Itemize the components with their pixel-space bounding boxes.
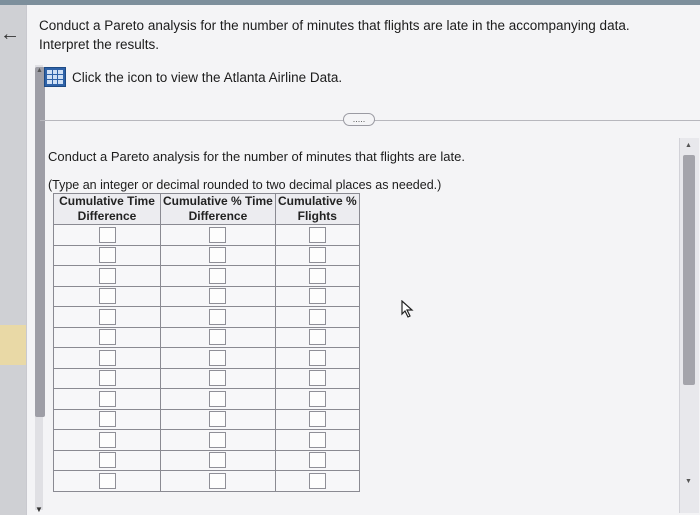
table-row <box>54 307 360 328</box>
table-cell <box>161 245 276 266</box>
table-row <box>54 286 360 307</box>
table-cell <box>161 348 276 369</box>
answer-input[interactable] <box>309 391 326 407</box>
answer-input[interactable] <box>209 268 226 284</box>
table-cell <box>161 266 276 287</box>
table-cell <box>54 327 161 348</box>
table-cell <box>54 389 161 410</box>
answer-input[interactable] <box>99 288 116 304</box>
answer-input[interactable] <box>99 452 116 468</box>
answer-input[interactable] <box>309 473 326 489</box>
table-row <box>54 348 360 369</box>
answer-input[interactable] <box>309 227 326 243</box>
side-highlight <box>0 325 26 365</box>
column-header: Cumulative % Flights <box>275 194 359 225</box>
table-cell <box>161 389 276 410</box>
view-data-link[interactable] <box>44 66 342 88</box>
question-text: Conduct a Pareto analysis for the number of minutes that flights are late in the accompanying data. Interpret the results. <box>39 18 630 52</box>
table-cell <box>275 450 359 471</box>
table-cell <box>161 286 276 307</box>
pareto-table <box>53 193 360 492</box>
hint-text: (Type an integer or decimal rounded to two decimal places as needed.) <box>48 178 442 192</box>
table-cell <box>275 471 359 492</box>
answer-input[interactable] <box>99 370 116 386</box>
answer-input[interactable] <box>309 247 326 263</box>
answer-input[interactable] <box>309 432 326 448</box>
answer-input[interactable] <box>209 350 226 366</box>
table-cell <box>54 368 161 389</box>
answer-input[interactable] <box>309 268 326 284</box>
table-cell <box>54 471 161 492</box>
table-cell <box>161 368 276 389</box>
table-row <box>54 368 360 389</box>
answer-input[interactable] <box>309 411 326 427</box>
table-cell <box>275 286 359 307</box>
more-button[interactable]: ..... <box>343 113 375 126</box>
answer-input[interactable] <box>309 370 326 386</box>
table-row <box>54 450 360 471</box>
answer-input[interactable] <box>209 473 226 489</box>
table-cell <box>275 368 359 389</box>
table-row <box>54 245 360 266</box>
answer-input[interactable] <box>209 309 226 325</box>
answer-input[interactable] <box>99 350 116 366</box>
table-cell <box>161 450 276 471</box>
table-cell <box>54 430 161 451</box>
answer-input[interactable] <box>209 288 226 304</box>
view-data-label: Click the icon to view the Atlanta Airline Data. <box>72 69 343 85</box>
table-cell <box>54 307 161 328</box>
answer-input[interactable] <box>99 391 116 407</box>
table-cell <box>275 307 359 328</box>
table-cell <box>54 286 161 307</box>
answer-input[interactable] <box>209 370 226 386</box>
answer-input[interactable] <box>209 329 226 345</box>
table-cell <box>54 348 161 369</box>
left-scroll-up-icon[interactable]: ▲ <box>36 67 43 74</box>
right-scroll-up-icon[interactable]: ▲ <box>685 142 692 149</box>
table-cell <box>161 430 276 451</box>
table-cell <box>275 327 359 348</box>
table-header-row <box>54 194 360 225</box>
table-cell <box>54 450 161 471</box>
answer-input[interactable] <box>309 288 326 304</box>
table-cell <box>275 245 359 266</box>
data-table-icon[interactable] <box>44 67 66 87</box>
answer-input[interactable] <box>309 452 326 468</box>
answer-input[interactable] <box>209 247 226 263</box>
answer-input[interactable] <box>309 329 326 345</box>
right-scrollbar-thumb[interactable] <box>683 155 695 385</box>
table-cell <box>54 409 161 430</box>
answer-input[interactable] <box>99 329 116 345</box>
answer-input[interactable] <box>99 227 116 243</box>
answer-input[interactable] <box>99 411 116 427</box>
answer-input[interactable] <box>99 432 116 448</box>
table-cell <box>161 471 276 492</box>
table-cell <box>275 225 359 246</box>
table-cell <box>275 348 359 369</box>
answer-input[interactable] <box>209 411 226 427</box>
table-row <box>54 327 360 348</box>
column-header: Cumulative Time Difference <box>54 194 161 225</box>
answer-input[interactable] <box>99 473 116 489</box>
answer-input[interactable] <box>99 247 116 263</box>
left-scroll-down-icon[interactable]: ▼ <box>35 505 43 514</box>
table-row <box>54 225 360 246</box>
answer-input[interactable] <box>209 452 226 468</box>
answer-input[interactable] <box>99 268 116 284</box>
answer-input[interactable] <box>209 227 226 243</box>
table-row <box>54 471 360 492</box>
table-cell <box>161 327 276 348</box>
table-cell <box>54 245 161 266</box>
table-row <box>54 409 360 430</box>
table-cell <box>161 225 276 246</box>
table-cell <box>161 307 276 328</box>
answer-input[interactable] <box>209 391 226 407</box>
table-cell <box>275 389 359 410</box>
right-scroll-down-icon[interactable]: ▼ <box>685 478 692 485</box>
answer-input[interactable] <box>309 350 326 366</box>
table-cell <box>275 266 359 287</box>
table-cell <box>275 409 359 430</box>
table-row <box>54 430 360 451</box>
instruction-text: Conduct a Pareto analysis for the number of minutes that flights are late. <box>48 149 465 164</box>
answer-input[interactable] <box>99 309 116 325</box>
answer-input[interactable] <box>309 309 326 325</box>
back-arrow-icon[interactable]: ← <box>0 23 20 45</box>
table-cell <box>54 225 161 246</box>
answer-input[interactable] <box>209 432 226 448</box>
table-row <box>54 266 360 287</box>
table-row <box>54 389 360 410</box>
table-cell <box>161 409 276 430</box>
mouse-cursor-icon <box>400 300 416 318</box>
table-cell <box>275 430 359 451</box>
column-header: Cumulative % Time Difference <box>161 194 276 225</box>
table-cell <box>54 266 161 287</box>
